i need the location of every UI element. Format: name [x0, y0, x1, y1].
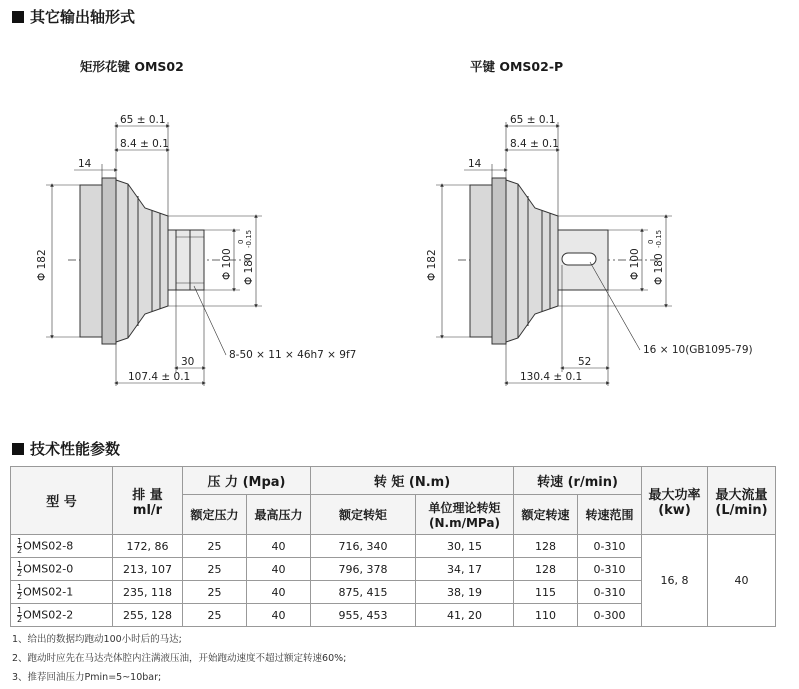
square-bullet-icon: [12, 443, 24, 455]
header-max-power: [642, 467, 708, 535]
technical-drawings: [0, 80, 799, 400]
cell-rated-pressure: 25: [183, 558, 247, 581]
cell-unit-torque: 41, 20: [416, 604, 514, 627]
dim-107-4-left: 107.4 ± 0.1: [128, 371, 191, 383]
half-fraction: $\frac{1}{2}$: [17, 536, 23, 555]
performance-table: [10, 466, 776, 627]
cell-displacement: 255, 128: [113, 604, 183, 627]
header-unit-torque-bottom: (N.m/MPa): [429, 516, 500, 530]
cell-speed-range: 0-310: [578, 535, 642, 558]
header-displacement: [113, 467, 183, 535]
dim-14-left: 14: [78, 158, 92, 170]
cell-speed-range: 0-310: [578, 581, 642, 604]
cell-unit-torque: 30, 15: [416, 535, 514, 558]
cell-displacement: 172, 86: [113, 535, 183, 558]
cell-speed-range: 0-310: [578, 558, 642, 581]
cell-rated-pressure: 25: [183, 581, 247, 604]
cell-rated-pressure: 25: [183, 535, 247, 558]
tol-upper-left: 0: [237, 239, 245, 244]
cell-max-flow: 40: [708, 535, 776, 627]
cell-displacement: 213, 107: [113, 558, 183, 581]
cell-unit-torque: 38, 19: [416, 581, 514, 604]
section-title-text: 技术性能参数: [30, 440, 121, 458]
header-max-flow: [708, 467, 776, 535]
key-spec: 16 × 10(GB1095-79): [643, 344, 753, 356]
tol-lower-right: -0.15: [655, 229, 663, 248]
header-pressure: 压 力 (Mpa): [183, 467, 311, 495]
cell-rated-speed: 110: [514, 604, 578, 627]
tol-lower-left: -0.15: [245, 229, 253, 248]
cell-model: $\frac{1}{2}$ OMS02-0: [11, 558, 113, 581]
dim-phi180-left: Φ 180: [243, 253, 255, 285]
cell-max-pressure: 40: [247, 535, 311, 558]
cell-max-pressure: 40: [247, 604, 311, 627]
cell-unit-torque: 34, 17: [416, 558, 514, 581]
note-1: 1、给出的数据均跑动100小时后的马达;: [12, 634, 182, 645]
header-max-power-bottom: (kw): [658, 502, 691, 518]
square-bullet-icon: [12, 11, 24, 23]
cell-rated-pressure: 25: [183, 604, 247, 627]
dim-65-left: 65 ± 0.1: [120, 114, 166, 126]
tol-upper-right: 0: [647, 239, 655, 244]
cell-model: $\frac{1}{2}$ OMS02-1: [11, 581, 113, 604]
dim-phi180-right: Φ 180: [653, 253, 665, 285]
header-model: 型 号: [11, 467, 113, 535]
cell-rated-speed: 115: [514, 581, 578, 604]
dim-8-4-left: 8.4 ± 0.1: [120, 138, 169, 150]
diagram-label-key: 平键 OMS02-P: [470, 59, 564, 74]
cell-max-pressure: 40: [247, 558, 311, 581]
cell-rated-speed: 128: [514, 558, 578, 581]
header-max-pressure: 最高压力: [247, 495, 311, 535]
cell-rated-torque: 875, 415: [311, 581, 416, 604]
half-fraction: $\frac{1}{2}$: [17, 605, 23, 624]
half-fraction: $\frac{1}{2}$: [17, 582, 23, 601]
cell-rated-speed: 128: [514, 535, 578, 558]
cell-speed-range: 0-300: [578, 604, 642, 627]
dim-phi182-right: Φ 182: [426, 249, 438, 281]
section-title-text: 其它输出轴形式: [30, 8, 136, 26]
footnotes: [12, 630, 346, 687]
header-displacement-top: 排 量: [132, 487, 163, 503]
table-row: [11, 535, 776, 558]
dim-phi100-right: Φ 100: [629, 248, 641, 280]
header-torque: 转 矩 (N.m): [311, 467, 514, 495]
header-max-flow-bottom: (L/min): [715, 502, 768, 518]
cell-max-pressure: 40: [247, 581, 311, 604]
header-unit-torque: [416, 495, 514, 535]
header-max-flow-top: 最大流量: [715, 487, 768, 503]
header-rated-speed: 额定转速: [514, 495, 578, 535]
note-2: 2、跑动时应先在马达壳体腔内注满液压油，开始跑动速度不超过额定转速60%;: [12, 653, 347, 664]
spline-spec: 8-50 × 11 × 46h7 × 9f7: [229, 349, 357, 361]
cell-model: $\frac{1}{2}$ OMS02-2: [11, 604, 113, 627]
header-unit-torque-top: 单位理论转矩: [428, 501, 501, 515]
cell-rated-torque: 716, 340: [311, 535, 416, 558]
header-rated-pressure: 额定压力: [183, 495, 247, 535]
dim-8-4-right: 8.4 ± 0.1: [510, 138, 559, 150]
section-title-shaft-types: [12, 6, 135, 27]
note-3: 3、推荐回油压力Pmin=5~10bar;: [12, 672, 162, 683]
header-speed-range: 转速范围: [578, 495, 642, 535]
half-fraction: $\frac{1}{2}$: [17, 559, 23, 578]
dim-30-left: 30: [181, 356, 195, 368]
dim-phi182-left: Φ 182: [36, 249, 48, 281]
cell-model: $\frac{1}{2}$ OMS02-8: [11, 535, 113, 558]
dim-14-right: 14: [468, 158, 482, 170]
section-title-performance: [12, 438, 120, 459]
cell-max-power: 16, 8: [642, 535, 708, 627]
diagram-label-spline: 矩形花键 OMS02: [80, 59, 184, 74]
dim-phi100-left: Φ 100: [221, 248, 233, 280]
cell-displacement: 235, 118: [113, 581, 183, 604]
header-displacement-bottom: ml/r: [132, 502, 163, 518]
dim-65-right: 65 ± 0.1: [510, 114, 556, 126]
cell-rated-torque: 796, 378: [311, 558, 416, 581]
dim-130-4-right: 130.4 ± 0.1: [520, 371, 583, 383]
dim-52-right: 52: [578, 356, 592, 368]
header-speed: 转速 (r/min): [514, 467, 642, 495]
cell-rated-torque: 955, 453: [311, 604, 416, 627]
header-max-power-top: 最大功率: [648, 487, 701, 503]
header-rated-torque: 额定转矩: [311, 495, 416, 535]
